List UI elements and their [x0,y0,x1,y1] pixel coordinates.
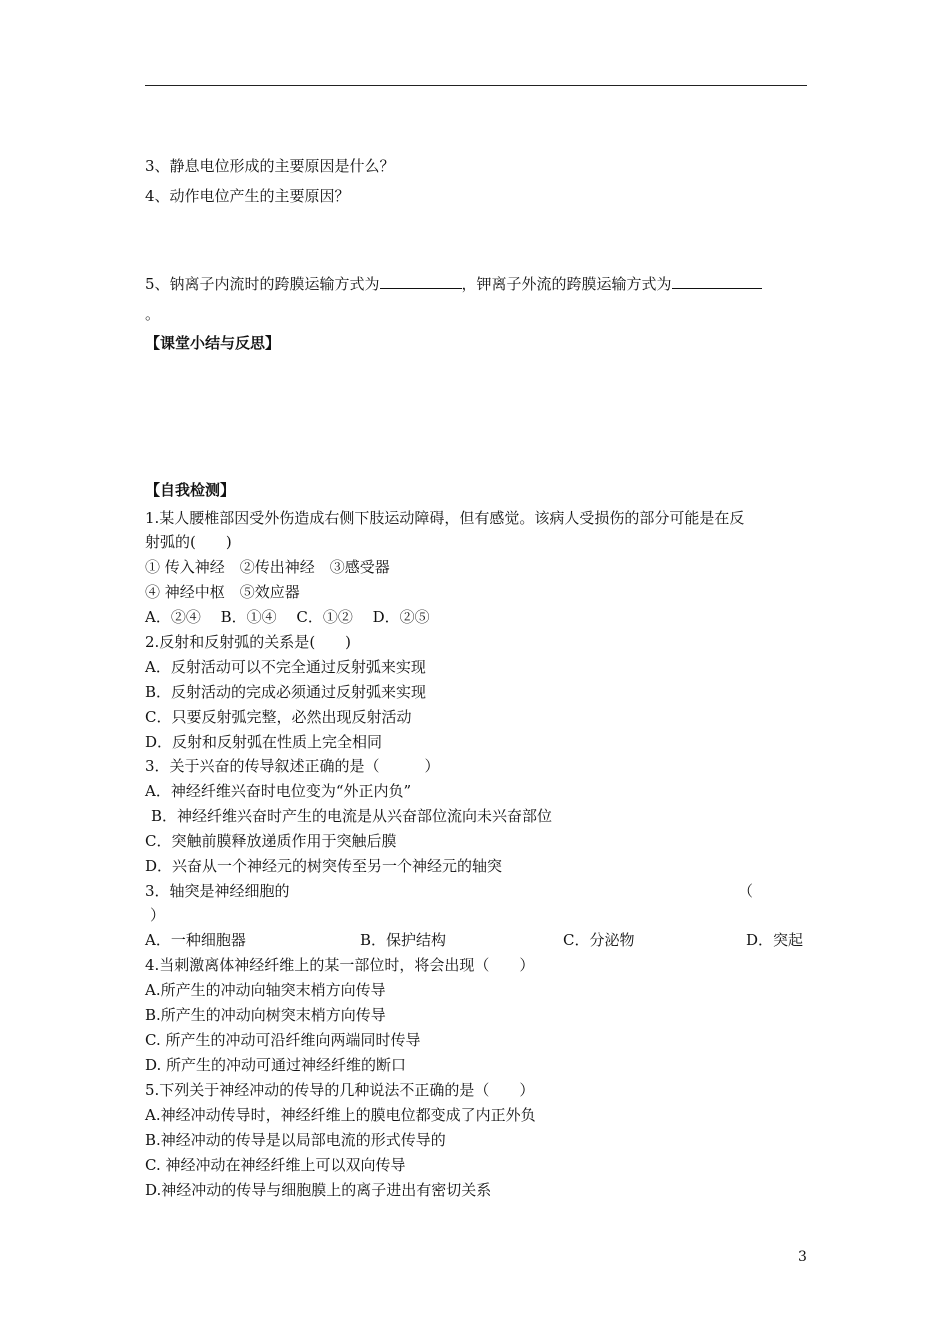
test-q3b-option-d: D．突起 [746,931,804,949]
test-q4-option-b: B.所产生的冲动向树突末梢方向传导 [145,1006,386,1024]
header-rule [145,85,807,86]
question-5-end: 。 [145,305,161,323]
page-number: 3 [798,1249,807,1265]
test-q5-option-b: B.神经冲动的传导是以局部电流的形式传导的 [145,1131,446,1149]
test-q4-stem: 4.当刺激离体神经纤维上的某一部位时，将会出现（ ） [145,956,535,974]
question-5-text-b: ，钾离子外流的跨膜运输方式为 [461,275,672,293]
test-q3b-stem: 3．轴突是神经细胞的 [145,882,290,900]
test-q5-stem: 5.下列关于神经冲动的传导的几种说法不正确的是（ ） [145,1081,535,1099]
fill-blank-potassium [672,274,762,289]
test-q3a-option-c: C．突触前膜释放递质作用于突触后膜 [145,832,397,850]
test-q2-option-b: B．反射活动的完成必须通过反射弧来实现 [145,683,427,701]
test-q3a-option-a: A．神经纤维兴奋时电位变为“外正内负” [145,782,412,800]
test-q4-option-c: C. 所产生的冲动可沿纤维向两端同时传导 [145,1031,421,1049]
test-q1-options: A．②④ B．①④ C．①② D．②⑤ [145,608,430,626]
question-5-transport [145,274,762,294]
fill-blank-sodium [380,274,462,289]
test-q1-items-1: ① 传入神经 ②传出神经 ③感受器 [145,558,390,576]
test-q3b-paren-open: （ [738,882,754,900]
test-q5-option-c: C. 神经冲动在神经纤维上可以双向传导 [145,1156,406,1174]
question-4-action-potential: 4、动作电位产生的主要原因？ [145,187,350,205]
test-q2-option-a: A．反射活动可以不完全通过反射弧来实现 [145,658,426,676]
test-q3a-option-d: D．兴奋从一个神经元的树突传至另一个神经元的轴突 [145,857,503,875]
test-q1-line2: 射弧的( ) [145,533,232,551]
test-q3b-paren-close: ） [150,906,166,924]
test-q1-line1: 1.某人腰椎部因受外伤造成右侧下肢运动障碍，但有感觉。该病人受损伤的部分可能是在反 [145,509,745,527]
question-5-text-a: 5、钠离子内流时的跨膜运输方式为 [145,275,380,293]
test-q2-stem: 2.反射和反射弧的关系是( ) [145,633,352,651]
test-q4-option-a: A.所产生的冲动向轴突末梢方向传导 [145,981,386,999]
test-q3a-stem: 3．关于兴奋的传导叙述正确的是（ ） [145,757,440,775]
test-q3b-option-c: C．分泌物 [563,931,635,949]
section-heading-self-test: 【自我检测】 [145,481,236,499]
test-q3a-option-b: B．神经纤维兴奋时产生的电流是从兴奋部位流向未兴奋部位 [151,807,553,825]
test-q2-option-c: C．只要反射弧完整，必然出现反射活动 [145,708,412,726]
test-q5-option-a: A.神经冲动传导时，神经纤维上的膜电位都变成了内正外负 [145,1106,536,1124]
test-q3b-option-b: B．保护结构 [360,931,447,949]
test-q3b-option-a: A．一种细胞器 [145,931,246,949]
test-q1-items-2: ④ 神经中枢 ⑤效应器 [145,583,300,601]
test-q5-option-d: D.神经冲动的传导与细胞膜上的离子进出有密切关系 [145,1181,492,1199]
question-3-resting-potential: 3、静息电位形成的主要原因是什么？ [145,157,395,175]
test-q2-option-d: D．反射和反射弧在性质上完全相同 [145,733,383,751]
section-heading-summary: 【课堂小结与反思】 [145,334,281,352]
test-q4-option-d: D. 所产生的冲动可通过神经纤维的断口 [145,1056,407,1074]
